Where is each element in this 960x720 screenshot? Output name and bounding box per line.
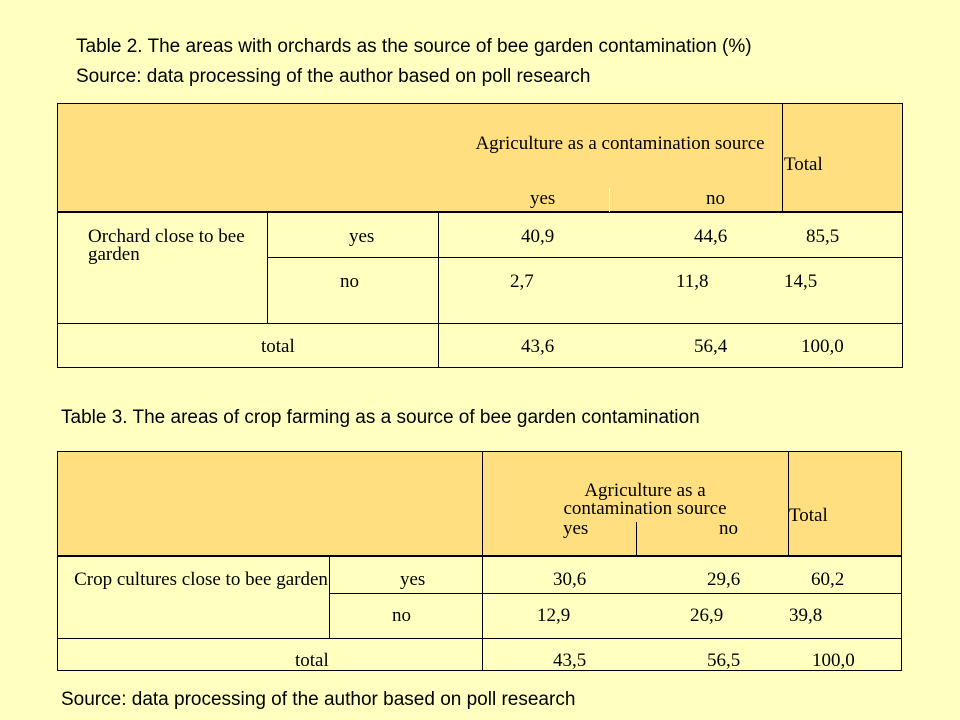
table2-hline-total [57, 323, 903, 324]
table3-row-yes-label: yes [400, 569, 426, 590]
table3-total-label: total [295, 650, 329, 671]
table2-row-no-total: 14,5 [784, 271, 818, 292]
table3-vline-yesno [636, 522, 637, 556]
table2-vline-label [267, 211, 268, 324]
table3-header-no: no [719, 518, 738, 539]
table3-total-total: 100,0 [812, 650, 855, 671]
table2-total-label: total [261, 336, 295, 357]
table2-row-yes-yes: 40,9 [521, 226, 555, 247]
table3-vline-values [482, 451, 483, 671]
table2-caption: Table 2. The areas with orchards as the source of bee garden contamination (%) [76, 36, 752, 57]
table3-vline-total [788, 451, 789, 557]
table2-header-total: Total [784, 154, 823, 175]
table2-row-yes-total: 85,5 [806, 226, 840, 247]
table2-source: Source: data processing of the author based on poll research [76, 66, 591, 87]
table3-row-yes-total: 60,2 [811, 569, 845, 590]
table2-header-yes: yes [530, 188, 556, 209]
table2-total-yes: 43,6 [521, 336, 555, 357]
table3-row-no-label: no [392, 605, 411, 626]
table2-row-no-yes: 2,7 [510, 271, 534, 292]
table2-vline-yesno [609, 188, 610, 212]
table2-vline-values [438, 211, 439, 368]
table3-hline-row [329, 593, 902, 594]
table3-row-yes-yes: 30,6 [553, 569, 587, 590]
table3-row-label: Crop cultures close to bee garden [74, 569, 328, 590]
table3-header-total: Total [789, 505, 828, 526]
table2-row-yes-no: 44,6 [694, 226, 728, 247]
table3-source: Source: data processing of the author based on poll research [61, 689, 576, 710]
table2-header-no: no [706, 188, 725, 209]
table2-row-label: Orchard close to bee garden [88, 226, 245, 265]
table2-hline-header [57, 211, 903, 213]
table3-header-yes: yes [563, 518, 589, 539]
table2-total-no: 56,4 [694, 336, 728, 357]
table2-total-total: 100,0 [801, 336, 844, 357]
table3-row-no-total: 39,8 [789, 605, 823, 626]
table2-row-yes-label: yes [349, 226, 375, 247]
table2-header-group: Agriculture as a contamination source [475, 133, 765, 154]
table3-hline-total [57, 638, 902, 639]
table3-row-no-no: 26,9 [690, 605, 724, 626]
table3-vline-label [329, 555, 330, 639]
table3-header-group: Agriculture as a contamination source [563, 480, 727, 519]
table3-row-yes-no: 29,6 [707, 569, 741, 590]
table3-row-no-yes: 12,9 [537, 605, 571, 626]
table3-total-yes: 43,5 [553, 650, 587, 671]
table3-caption: Table 3. The areas of crop farming as a source of bee garden contamination [61, 407, 700, 428]
table2-row-no-no: 11,8 [676, 271, 709, 292]
table2-vline-total [782, 103, 783, 213]
table3-hline-header [57, 555, 902, 557]
table2-row-no-label: no [340, 271, 359, 292]
table3-total-no: 56,5 [707, 650, 741, 671]
table2-hline-row [267, 257, 903, 258]
